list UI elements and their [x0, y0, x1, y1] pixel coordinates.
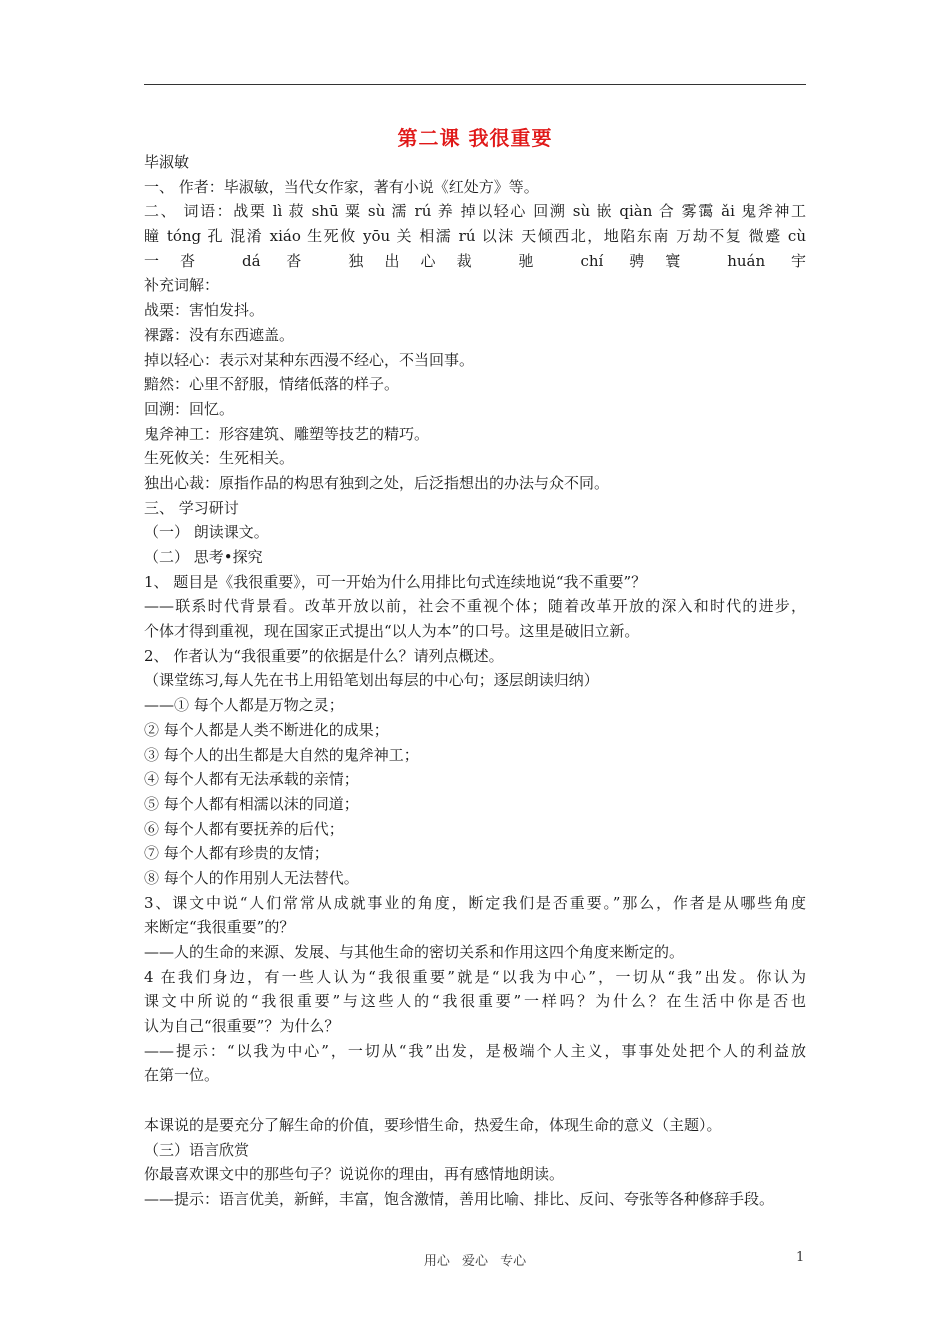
text-line: 鬼斧神工：形容建筑、雕塑等技艺的精巧。	[144, 424, 430, 443]
text-line: ——① 每个人都是万物之灵；	[144, 696, 344, 715]
text-line: 一沓 dá 沓 独出心裁 驰 chí 骋寰 huán 宇	[144, 251, 806, 270]
text-line: ⑥ 每个人都有要抚养的后代；	[144, 819, 344, 838]
text-line: 3、课文中说“人们常常从成就事业的角度，断定我们是否重要。”那么，作者是从哪些角度	[144, 893, 806, 912]
text-line: 你最喜欢课文中的那些句子？说说你的理由，再有感情地朗读。	[144, 1165, 565, 1184]
text-line: （二） 思考•探究	[144, 548, 263, 566]
text-line: 战栗：害怕发抖。	[144, 301, 265, 320]
text-line: 独出心裁：原指作品的构思有独到之处，后泛指想出的办法与众不同。	[144, 473, 610, 492]
text-line: 一、 作者：毕淑敏，当代女作家，著有小说《红处方》等。	[144, 177, 539, 196]
text-line: 三、 学习研讨	[144, 498, 239, 517]
document-body	[144, 150, 806, 1212]
text-line: ⑦ 每个人都有珍贵的友情；	[144, 844, 329, 863]
text-line: 1、 题目是《我很重要》，可一开始为什么用排比句式连续地说“我不重要”？	[144, 572, 647, 591]
footer-text: 用心 爱心 专心	[423, 1254, 527, 1269]
text-line: ⑧ 每个人的作用别人无法替代。	[144, 868, 359, 887]
text-line: 在第一位。	[144, 1066, 220, 1085]
text-line: （课堂练习,每人先在书上用铅笔划出每层的中心句；逐层朗读归纳）	[144, 671, 599, 690]
text-line: 瞳 tóng 孔 混淆 xiáo 生死攸 yōu 关 相濡 rú 以沫 天倾西北，地陷东南 万劫不复 微蹙 cù	[144, 227, 806, 246]
header-rule	[144, 84, 806, 85]
text-line: 个体才得到重视，现在国家正式提出“以人为本”的口号。这里是破旧立新。	[144, 622, 640, 641]
page-title: 第二课 我很重要	[397, 126, 553, 150]
text-line: 生死攸关：生死相关。	[144, 449, 295, 468]
text-line: ⑤ 每个人都有相濡以沫的同道；	[144, 794, 359, 813]
text-line: ③ 每个人的出生都是大自然的鬼斧神工；	[144, 745, 419, 764]
text-line: 2、 作者认为“我很重要”的依据是什么？请列点概述。	[144, 646, 504, 665]
text-line: 裸露：没有东西遮盖。	[144, 325, 295, 344]
text-line: ② 每个人都是人类不断进化的成果；	[144, 720, 389, 739]
text-line: （三）语言欣赏	[144, 1140, 250, 1159]
text-line: 认为自己“很重要”？为什么？	[144, 1017, 340, 1036]
text-line: 黯然：心里不舒服，情绪低落的样子。	[144, 375, 400, 394]
text-line: ——联系时代背景看。改革开放以前，社会不重视个体；随着改革开放的深入和时代的进步，	[144, 597, 806, 616]
text-line: 回溯：回忆。	[144, 399, 235, 418]
text-line: 本课说的是要充分了解生命的价值，要珍惜生命，热爱生命，体现生命的意义（主题）。	[144, 1115, 722, 1134]
text-line	[144, 1088, 806, 1113]
text-line: 来断定“我很重要”的？	[144, 918, 295, 937]
text-line: 课文中所说的“我很重要”与这些人的“我很重要”一样吗？为什么？在生活中你是否也	[144, 992, 806, 1011]
text-line: ——提示：语言优美，新鲜，丰富，饱含激情，善用比喻、排比、反问、夸张等各种修辞手段。	[144, 1189, 775, 1208]
text-line: ——人的生命的来源、发展、与其他生命的密切关系和作用这四个角度来断定的。	[144, 943, 685, 961]
text-line: ④ 每个人都有无法承载的亲情；	[144, 770, 359, 789]
text-line: 4 在我们身边，有一些人认为“我很重要”就是“以我为中心”，一切从“我”出发。你认为	[144, 967, 806, 986]
text-line: （一） 朗读课文。	[144, 523, 269, 542]
text-line: 毕淑敏	[144, 153, 190, 171]
page-number: 1	[796, 1250, 805, 1265]
text-line: 二、 词语：战栗 lì 菽 shū 粟 sù 濡 rú 养 掉以轻心 回溯 sù 嵌 qiàn 合 雾霭 ǎi 鬼斧神工	[144, 202, 806, 221]
text-line: 掉以轻心：表示对某种东西漫不经心，不当回事。	[144, 350, 475, 369]
text-line: ——提示：“以我为中心”，一切从“我”出发，是极端个人主义，事事处处把个人的利益放	[144, 1041, 806, 1060]
text-line: 补充词解：	[144, 276, 220, 295]
